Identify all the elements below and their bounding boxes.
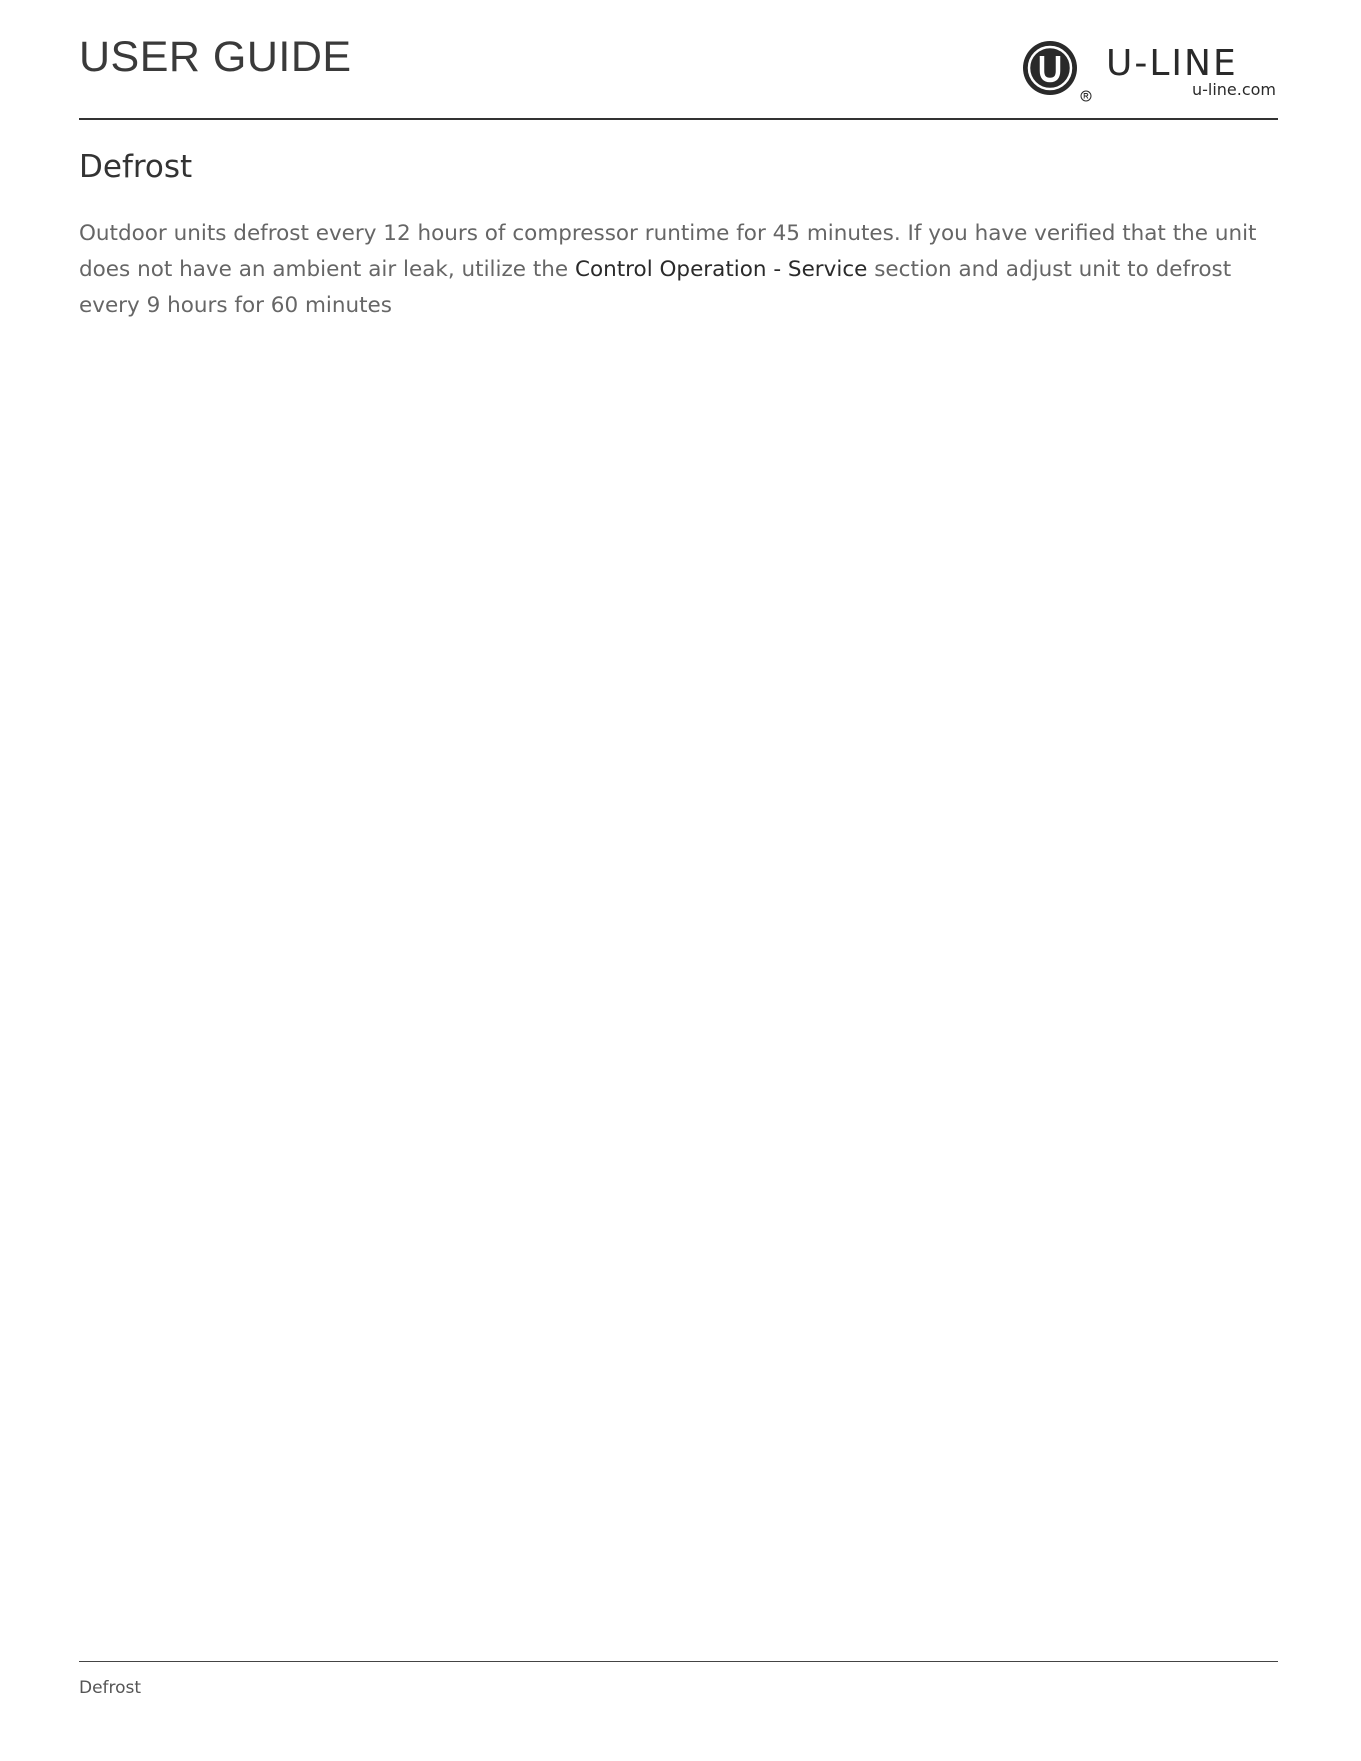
control-operation-service-link[interactable]: Control Operation - Service: [574, 257, 868, 282]
header-divider: [79, 118, 1278, 120]
brand-logo: [1018, 36, 1280, 106]
logo-badge-icon: [1022, 40, 1078, 96]
logo-wordmark: U-LINE: [1106, 43, 1238, 84]
paragraph-text-end: section and adjust unit to defrost every 9 hours for 60 minutes: [79, 257, 1232, 318]
paragraph-text-start: Outdoor units defrost every 12 hours of compressor runtime for 45 minutes. If you have verified that the unit does not have an ambient air leak, utilize the: [79, 221, 1257, 282]
logo-url: u-line.com: [1191, 80, 1276, 99]
section-paragraph: [79, 216, 1279, 324]
document-title: USER GUIDE: [79, 33, 352, 81]
footer-section-label: Defrost: [79, 1678, 142, 1698]
section-heading: Defrost: [79, 149, 193, 185]
registered-mark-icon: [1080, 90, 1092, 102]
footer-divider: [79, 1661, 1278, 1662]
